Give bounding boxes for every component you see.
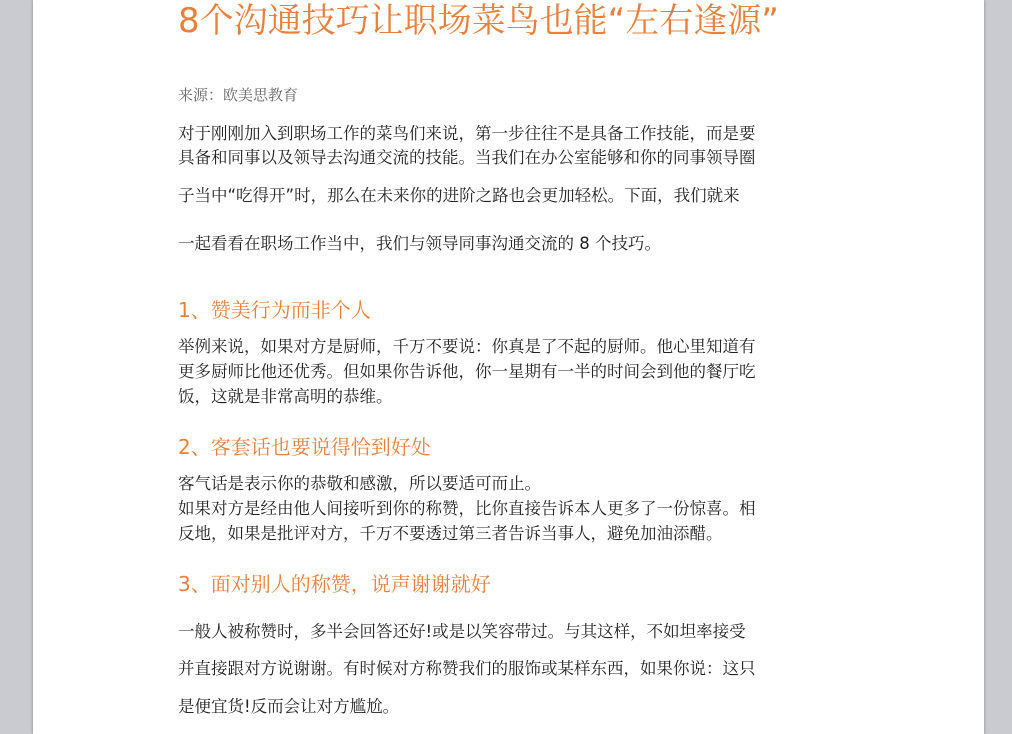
section-2-line: 如果对方是经由他人间接听到你的称赞，比你直接告诉本人更多了一份惊喜。相 (178, 499, 756, 518)
section-heading-3: 3、面对别人的称赞，说声谢谢就好 (178, 572, 491, 596)
section-1-paragraph (178, 334, 850, 409)
intro-line: 对于刚刚加入到职场工作的菜鸟们来说，第一步往往不是具备工作技能，而是要 (178, 124, 756, 143)
section-2-paragraph (178, 471, 850, 546)
section-1-line: 更多厨师比他还优秀。但如果你告诉他，你一星期有一半的时间会到他的餐厅吃 (178, 362, 756, 381)
intro-line: 一起看看在职场工作当中，我们与领导同事沟通交流的 8 个技巧。 (178, 234, 661, 253)
section-heading-1: 1、赞美行为而非个人 (178, 298, 371, 322)
article-source: 来源：欧美思教育 (178, 86, 299, 104)
section-3-line: 并直接跟对方说谢谢。有时候对方称赞我们的服饰或某样东西，如果你说：这只 (178, 659, 756, 678)
section-1-line: 举例来说，如果对方是厨师，千万不要说：你真是了不起的厨师。他心里知道有 (178, 337, 756, 356)
section-3-line: 是便宜货!反而会让对方尴尬。 (178, 697, 400, 716)
section-3-line: 一般人被称赞时，多半会回答还好!或是以笑容带过。与其这样，不如坦率接受 (178, 622, 746, 641)
section-2-line: 反地，如果是批评对方，千万不要透过第三者告诉当事人，避免加油添醋。 (178, 524, 723, 543)
section-heading-2: 2、客套话也要说得恰到好处 (178, 435, 431, 459)
section-2-line: 客气话是表示你的恭敬和感激，所以要适可而止。 (178, 474, 541, 493)
section-3-paragraph (178, 620, 850, 719)
document-page (33, 0, 984, 734)
article-title: 8个沟通技巧让职场菜鸟也能“左右逢源” (178, 1, 779, 41)
intro-line: 子当中“吃得开”时，那么在未来你的进阶之路也会更加轻松。下面，我们就来 (178, 186, 740, 205)
section-1-line: 饭，这就是非常高明的恭维。 (178, 387, 393, 406)
intro-line: 具备和同事以及领导去沟通交流的技能。当我们在办公室能够和你的同事领导圈 (178, 148, 756, 167)
intro-paragraph (178, 122, 850, 256)
